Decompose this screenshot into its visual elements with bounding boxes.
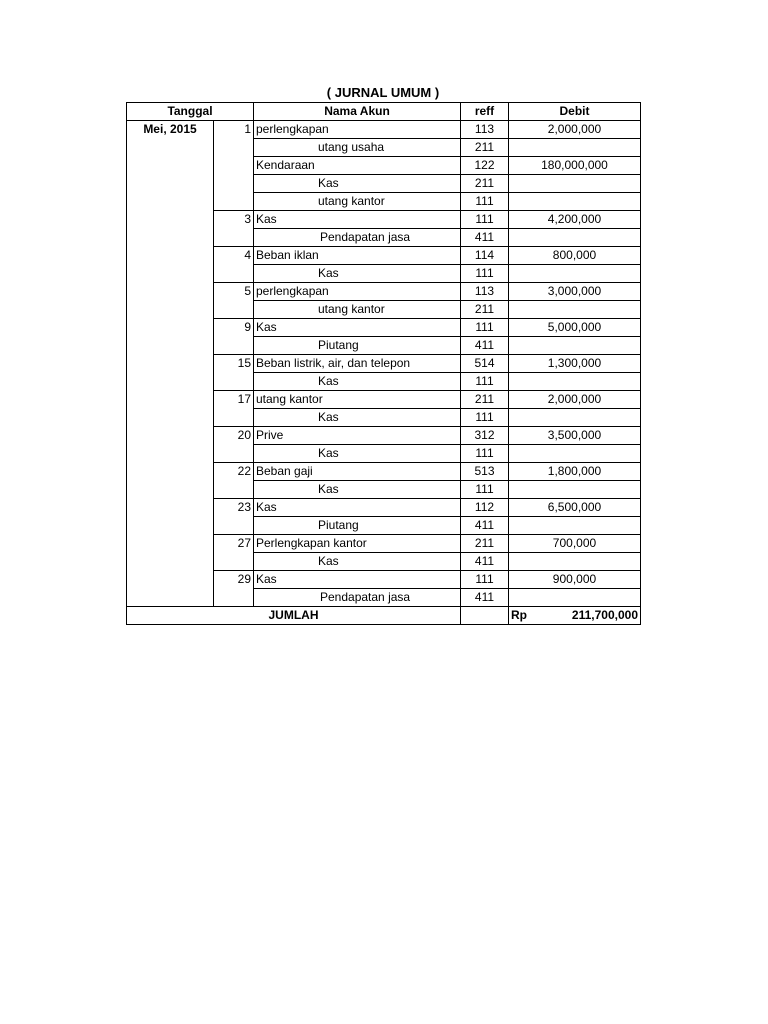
reff-cell: 114 xyxy=(461,247,509,265)
reff-cell: 211 xyxy=(461,301,509,319)
day-cell: 23 xyxy=(214,499,254,535)
day-cell: 4 xyxy=(214,247,254,283)
reff-cell: 113 xyxy=(461,121,509,139)
header-row xyxy=(127,103,641,121)
debit-cell xyxy=(509,589,641,607)
debit-cell: 2,000,000 xyxy=(509,121,641,139)
reff-cell: 211 xyxy=(461,535,509,553)
debit-cell xyxy=(509,409,641,427)
reff-cell: 211 xyxy=(461,139,509,157)
reff-cell: 111 xyxy=(461,211,509,229)
day-cell: 22 xyxy=(214,463,254,499)
account-name-cell: Beban iklan xyxy=(254,247,461,265)
debit-cell xyxy=(509,373,641,391)
debit-cell xyxy=(509,265,641,283)
account-name-cell: Piutang xyxy=(254,337,461,355)
debit-cell: 1,800,000 xyxy=(509,463,641,481)
account-name-cell: Beban listrik, air, dan telepon xyxy=(254,355,461,373)
day-cell: 5 xyxy=(214,283,254,319)
reff-cell: 411 xyxy=(461,229,509,247)
reff-cell: 411 xyxy=(461,589,509,607)
total-amount-cell xyxy=(509,607,641,625)
debit-cell: 3,500,000 xyxy=(509,427,641,445)
day-cell: 27 xyxy=(214,535,254,571)
total-row xyxy=(127,607,641,625)
reff-cell: 111 xyxy=(461,571,509,589)
account-name-cell: utang kantor xyxy=(254,193,461,211)
debit-cell: 2,000,000 xyxy=(509,391,641,409)
journal-table xyxy=(126,102,641,625)
debit-cell: 5,000,000 xyxy=(509,319,641,337)
day-cell: 20 xyxy=(214,427,254,463)
reff-cell: 111 xyxy=(461,481,509,499)
day-cell: 3 xyxy=(214,211,254,247)
reff-cell: 111 xyxy=(461,265,509,283)
reff-cell: 122 xyxy=(461,157,509,175)
debit-cell: 180,000,000 xyxy=(509,157,641,175)
account-name-cell: perlengkapan xyxy=(254,283,461,301)
account-name-cell: Pendapatan jasa xyxy=(254,589,461,607)
header-debit: Debit xyxy=(509,103,641,121)
debit-cell xyxy=(509,175,641,193)
day-cell: 17 xyxy=(214,391,254,427)
debit-cell xyxy=(509,553,641,571)
month-cell: Mei, 2015 xyxy=(127,121,214,607)
header-tanggal: Tanggal xyxy=(127,103,254,121)
reff-cell: 514 xyxy=(461,355,509,373)
account-name-cell: Perlengkapan kantor xyxy=(254,535,461,553)
debit-cell: 700,000 xyxy=(509,535,641,553)
reff-cell: 411 xyxy=(461,337,509,355)
debit-cell: 6,500,000 xyxy=(509,499,641,517)
page-title: ( JURNAL UMUM ) xyxy=(326,85,440,100)
reff-cell: 111 xyxy=(461,193,509,211)
total-reff-cell xyxy=(461,607,509,625)
account-name-cell: Kendaraan xyxy=(254,157,461,175)
reff-cell: 111 xyxy=(461,445,509,463)
debit-cell xyxy=(509,337,641,355)
reff-cell: 211 xyxy=(461,391,509,409)
account-name-cell: Kas xyxy=(254,481,461,499)
account-name-cell: perlengkapan xyxy=(254,121,461,139)
reff-cell: 513 xyxy=(461,463,509,481)
account-name-cell: utang kantor xyxy=(254,391,461,409)
account-name-cell: Prive xyxy=(254,427,461,445)
account-name-cell: Beban gaji xyxy=(254,463,461,481)
header-reff: reff xyxy=(461,103,509,121)
account-name-cell: utang usaha xyxy=(254,139,461,157)
reff-cell: 113 xyxy=(461,283,509,301)
account-name-cell: Kas xyxy=(254,175,461,193)
debit-cell: 3,000,000 xyxy=(509,283,641,301)
reff-cell: 211 xyxy=(461,175,509,193)
account-name-cell: Kas xyxy=(254,445,461,463)
total-currency: Rp xyxy=(511,608,527,622)
total-label: JUMLAH xyxy=(127,607,461,625)
account-name-cell: Kas xyxy=(254,265,461,283)
reff-cell: 411 xyxy=(461,553,509,571)
debit-cell xyxy=(509,445,641,463)
account-name-cell: Piutang xyxy=(254,517,461,535)
debit-cell xyxy=(509,229,641,247)
reff-cell: 111 xyxy=(461,409,509,427)
debit-cell: 1,300,000 xyxy=(509,355,641,373)
reff-cell: 411 xyxy=(461,517,509,535)
reff-cell: 111 xyxy=(461,373,509,391)
debit-cell: 4,200,000 xyxy=(509,211,641,229)
reff-cell: 312 xyxy=(461,427,509,445)
account-name-cell: Kas xyxy=(254,571,461,589)
debit-cell xyxy=(509,517,641,535)
reff-cell: 111 xyxy=(461,319,509,337)
debit-cell: 800,000 xyxy=(509,247,641,265)
debit-cell xyxy=(509,139,641,157)
debit-cell xyxy=(509,301,641,319)
debit-cell: 900,000 xyxy=(509,571,641,589)
day-cell: 15 xyxy=(214,355,254,391)
account-name-cell: Kas xyxy=(254,499,461,517)
account-name-cell: utang kantor xyxy=(254,301,461,319)
total-amount: 211,700,000 xyxy=(571,608,638,622)
day-cell: 1 xyxy=(214,121,254,211)
header-nama-akun: Nama Akun xyxy=(254,103,461,121)
account-name-cell: Kas xyxy=(254,373,461,391)
account-name-cell: Kas xyxy=(254,319,461,337)
debit-cell xyxy=(509,481,641,499)
account-name-cell: Kas xyxy=(254,553,461,571)
journal-body xyxy=(127,121,641,607)
day-cell: 9 xyxy=(214,319,254,355)
day-cell: 29 xyxy=(214,571,254,607)
debit-cell xyxy=(509,193,641,211)
account-name-cell: Pendapatan jasa xyxy=(254,229,461,247)
journal-row xyxy=(127,121,641,139)
reff-cell: 112 xyxy=(461,499,509,517)
account-name-cell: Kas xyxy=(254,409,461,427)
account-name-cell: Kas xyxy=(254,211,461,229)
